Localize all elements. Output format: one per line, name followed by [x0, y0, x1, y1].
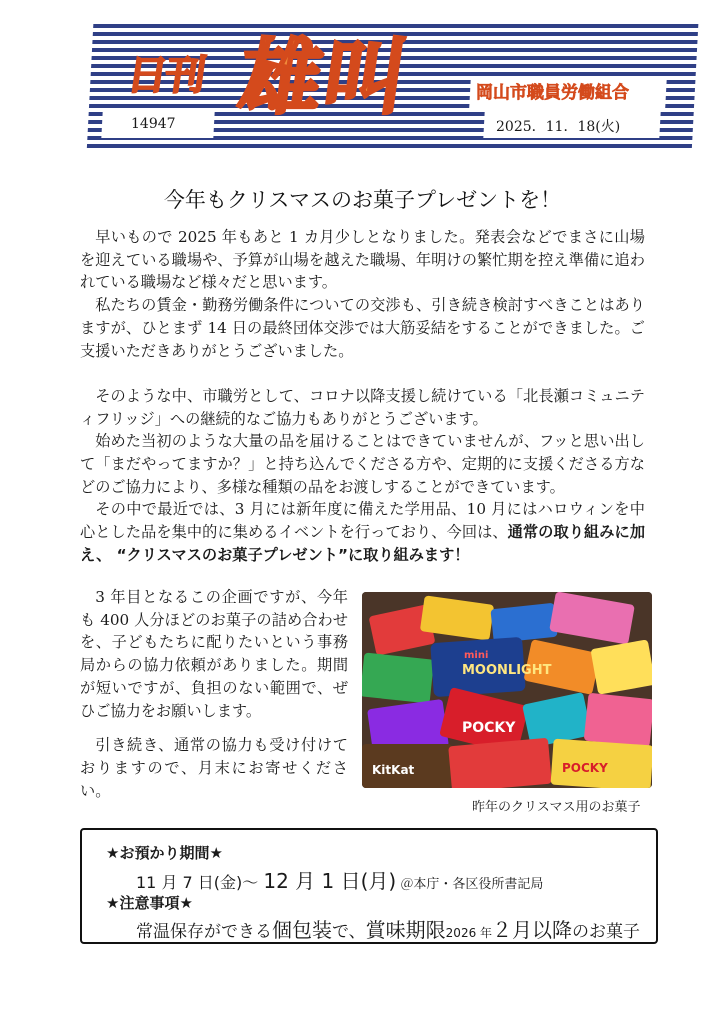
- notice-period-line: [136, 865, 543, 894]
- note-emph-expiry: 賞味期限: [365, 918, 446, 942]
- period-start: 11 月 7 日(金)～: [136, 873, 264, 892]
- note-lead: 常温保存ができる: [136, 922, 272, 942]
- note-mid: で、: [332, 922, 366, 942]
- article-body: [80, 226, 645, 567]
- photo-label-2: MOONLIGHT: [462, 663, 552, 678]
- paragraph-4: 始めた当初のような大量の品を届けることはできていませんが、フッと思い出して「まだやってますか？」と持ち込んでくださる方や、定期的に支援くださる方などのご協力により、多様な種類の品をお渡しすることができています。: [80, 432, 645, 496]
- paragraph-7: 引き続き、通常の協力も受け付けておりますので、月末にお寄せください。: [80, 736, 348, 800]
- photo-label-5: KitKat: [372, 763, 415, 777]
- note-emph-individual: 個包装: [272, 918, 332, 942]
- notice-box: [80, 828, 658, 944]
- paragraph-3: そのような中、市職労として、コロナ以降支援し続けている「北長瀬コミュニティフリッジ」への継続的なご協力もありがとうございます。: [80, 386, 645, 428]
- period-place: ＠本庁・各区役所書記局: [396, 877, 544, 892]
- notice-heading-notes: ★注意事項★: [106, 894, 193, 912]
- photo-caption: 昨年のクリスマス用のお菓子: [472, 800, 641, 815]
- article-headline: 今年もクリスマスのお菓子プレゼントを！: [163, 188, 562, 212]
- note-tail: のお菓子: [572, 922, 641, 942]
- article-left-column: [80, 586, 348, 802]
- notice-notes-line: [136, 914, 640, 943]
- paragraph-1: 早いもので 2025 年もあと 1 カ月少しとなりました。発表会などでまさに山場を迎えている職場や、予算が山場を越えた職場、年明けの繁忙期を控え準備に追われている職場など様々だと思います。: [80, 228, 645, 292]
- paragraph-2: 私たちの賃金・勤務労働条件についての交渉も、引き続き検討すべきことはありますが、ひとまず 14 日の最終団体交渉では大筋妥結をすることができました。ご支援いただきありがとうございました。: [80, 296, 645, 360]
- paragraph-6: 3 年目となるこの企画ですが、今年も 400 人分ほどのお菓子の詰め合わせを、子どもたちに配りたいという事務局からの協力依頼がありました。期間が短いですが、負担のない範囲で、ぜひご協力をお願いします。: [80, 588, 348, 720]
- photo-label-1: POCKY: [462, 720, 516, 736]
- note-year: 2026 年: [445, 926, 493, 940]
- issue-number: 14947: [131, 116, 176, 132]
- issue-date: 2025．11．18(火): [496, 119, 621, 135]
- photo-label-3: mini: [464, 650, 489, 661]
- notice-heading-period: ★お預かり期間★: [106, 844, 223, 862]
- sweets-illustration: [362, 592, 652, 788]
- photo-label-4: POCKY: [562, 761, 608, 775]
- paragraph-5-highlight: 通常の取り組みに加え、 “クリスマスのお菓子プレゼント”に取り組みます！: [80, 523, 646, 564]
- org-name: 岡山市職員労働組合: [476, 83, 629, 103]
- paragraph-5-lead: その中で最近では、3 月には新年度に備えた学用品、10 月にはハロウィンを中心とした品を集中的に集めるイベントを行っており、今回は、: [80, 500, 645, 542]
- logo-otakebi: 雄叫: [233, 31, 415, 126]
- logo-nikkan: 日刊: [124, 53, 207, 99]
- period-end: 12 月 1 日(月): [263, 869, 397, 893]
- note-month: ２月以降: [492, 918, 573, 942]
- paragraph-5: [80, 498, 645, 566]
- sweets-photo: [362, 592, 652, 788]
